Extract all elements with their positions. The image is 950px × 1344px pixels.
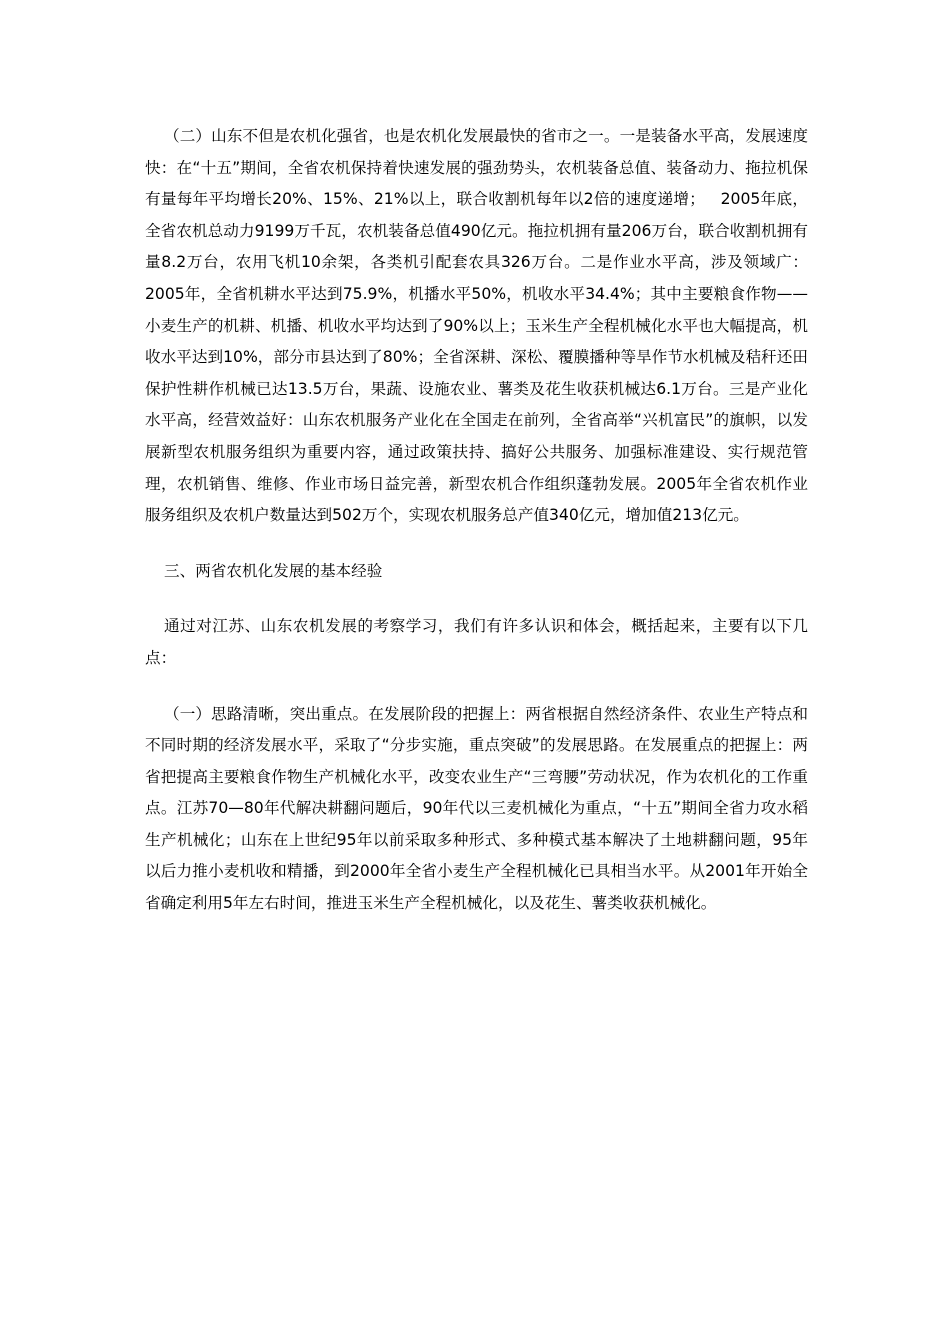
document-body (145, 121, 808, 944)
section-heading-basic-experience: 三、两省农机化发展的基本经验 (164, 561, 383, 580)
paragraph-clear-thinking: （一）思路清晰，突出重点。在发展阶段的把握上：两省根据自然经济条件、农业生产特点和不同时期的经济发展水平，采取了“分步实施，重点突破”的发展思路。在发展重点的把握上：两省把提高主要粮食作物生产机械化水平，改变农业生产“三弯腰”劳动状况，作为农机化的工作重点。江苏70—80年代解决耕翻问题后，90年代以三麦机械化为重点，“十五”期间全省力攻水稻生产机械化；山东在上世纪95年以前采取多种形式、多种模式基本解决了土地耕翻问题，95年以后力推小麦机收和精播，到2000年全省小麦生产全程机械化已具相当水平。从2001年开始全省确定利用5年左右时间，推进玉米生产全程机械化，以及花生、薯类收获机械化。 (145, 704, 808, 913)
paragraph-shandong: （二）山东不但是农机化强省，也是农机化发展最快的省市之一。一是装备水平高，发展速度快：在“十五”期间，全省农机保持着快速发展的强劲势头，农机装备总值、装备动力、拖拉机保有量每年平均增长20%、15%、21%以上，联合收割机每年以2倍的速度递增； 2005年底，全省农机总动力9199万千瓦，农机装备总值490亿元。拖拉机拥有量206万台，联合收割机拥有量8.2万台，农用飞机10余架，各类机引配套农具326万台。二是作业水平高，涉及领域广：2005年，全省机耕水平达到75.9%，机播水平50%，机收水平34.4%；其中主要粮食作物——小麦生产的机耕、机播、机收水平均达到了90%以上；玉米生产全程机械化水平也大幅提高，机收水平达到10%，部分市县达到了80%；全省深耕、深松、覆膜播种等旱作节水机械及秸秆还田保护性耕作机械已达13.5万台，果蔬、设施农业、薯类及花生收获机械达6.1万台。三是产业化水平高，经营效益好：山东农机服务产业化在全国走在前列，全省高举“兴机富民”的旗帜，以发展新型农机服务组织为重要内容，通过政策扶持、搞好公共服务、加强标准建设、实行规范管理，农机销售、维修、作业市场日益完善，新型农机合作组织蓬勃发展。2005年全省农机作业服务组织及农机户数量达到502万个，实现农机服务总产值340亿元，增加值213亿元。 (145, 127, 808, 525)
paragraph-intro-experience: 通过对江苏、山东农机发展的考察学习，我们有许多认识和体会，概括起来，主要有以下几点： (145, 617, 808, 667)
